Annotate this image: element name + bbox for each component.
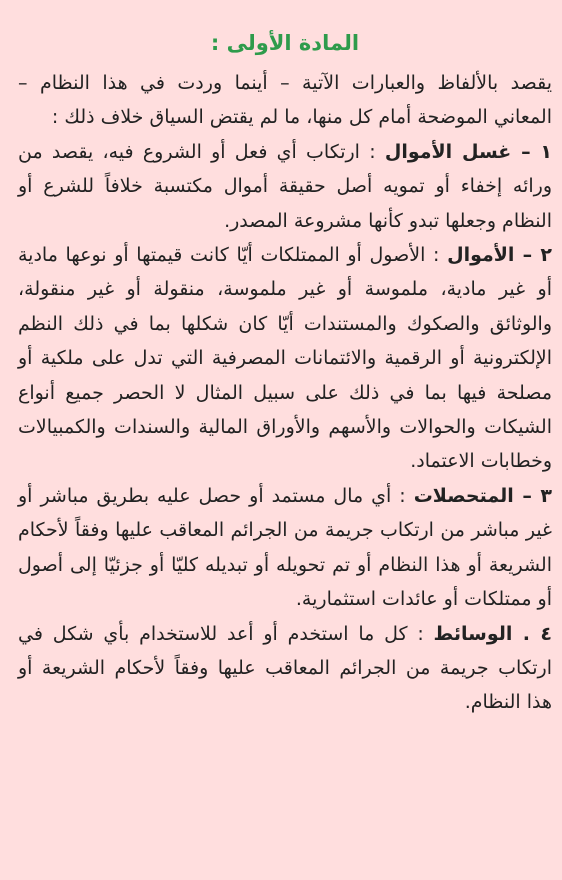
definition-text: : الأصول أو الممتلكات أيّا كانت قيمتها أو نوعها مادية أو غير مادية، ملموسة أو غير ملموسة، منقولة أو غير منقولة، والوثائق والصكوك والمستندات أيّا كان شكلها بما في ذلك النظم الإلكترونية أو الرقمية والائتمانات المصرفية التي تدل على ملكية أو مصلحة فيها بما في ذلك على سبيل المثال لا الحصر جميع أنواع الشيكات والحوالات والأسهم والأوراق المالية والسندات والكمبيالات وخطابات الاعتماد. <box>18 244 552 473</box>
definition-instrumentalities <box>18 617 552 720</box>
definition-money-laundering <box>18 135 552 238</box>
definition-funds <box>18 238 552 479</box>
definition-text: : كل ما استخدم أو أعد للاستخدام بأي شكل في ارتكاب جريمة من الجرائم المعاقب عليها وفقاً لأحكام الشريعة أو هذا النظام. <box>18 622 552 714</box>
definition-term: ٣ – المتحصلات <box>413 484 552 507</box>
definition-term: ١ – غسل الأموال <box>384 140 552 163</box>
article-body <box>18 66 552 720</box>
intro-paragraph: يقصد بالألفاظ والعبارات الآتية – أينما وردت في هذا النظام – المعاني الموضحة أمام كل منها، ما لم يقتض السياق خلاف ذلك : <box>18 72 552 129</box>
definition-term: ٢ – الأموال <box>447 244 552 267</box>
definition-term: ٤ . الوسائط <box>433 622 552 645</box>
article-title: المادة الأولى : <box>210 31 360 55</box>
definition-text: : أي مال مستمد أو حصل عليه بطريق مباشر أو غير مباشر من ارتكاب جريمة من الجرائم المعاقب عليها وفقاً لأحكام الشريعة أو هذا النظام أو تم تحويله أو تبديله كليّا أو جزئيّا إلى أصول أو ممتلكات أو عائدات استثمارية. <box>18 484 552 611</box>
definition-proceeds <box>18 479 552 617</box>
definition-text: : ارتكاب أي فعل أو الشروع فيه، يقصد من ورائه إخفاء أو تمويه أصل حقيقة أموال مكتسبة خلافاً للشرع أو النظام وجعلها تبدو كأنها مشروعة المصدر. <box>18 140 552 232</box>
